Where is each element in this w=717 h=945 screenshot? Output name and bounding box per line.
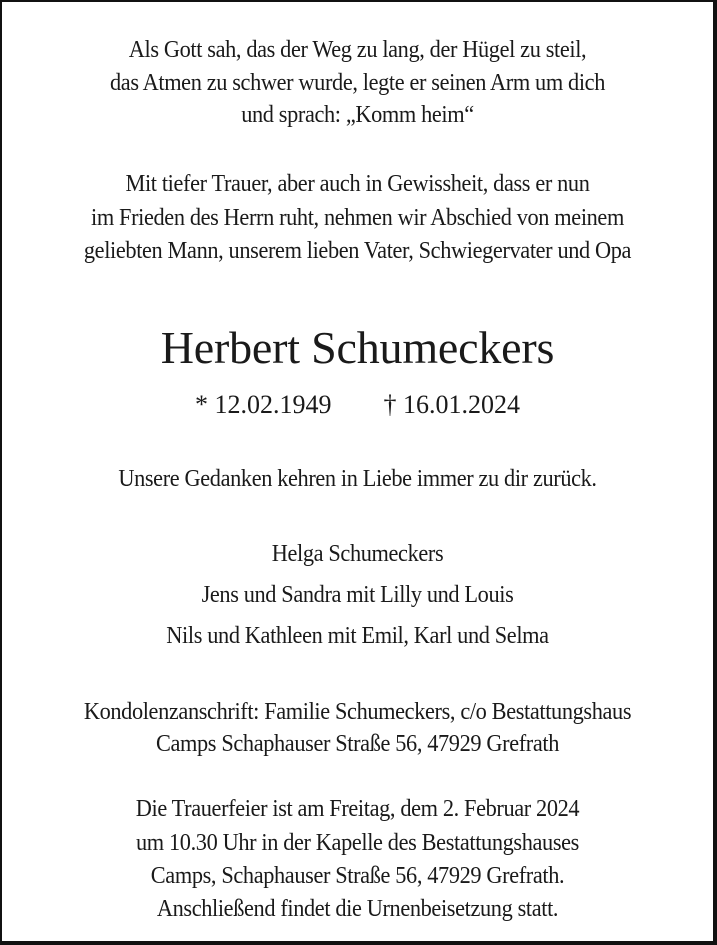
address-line: Camps Schaphauser Straße 56, 47929 Grefrath xyxy=(155,731,560,757)
address-line: Kondolenzanschrift: Familie Schumeckers, c/o Bestattungshaus xyxy=(83,699,632,725)
service-line: Die Trauerfeier ist am Freitag, dem 2. Februar 2024 xyxy=(135,796,580,822)
intro-line: im Frieden des Herrn ruht, nehmen wir Abschied von meinem xyxy=(91,205,624,231)
mourner-line: Helga Schumeckers xyxy=(271,541,444,567)
service-line: um 10.30 Uhr in der Kapelle des Bestattungshauses xyxy=(136,830,579,856)
death-date: † 16.01.2024 xyxy=(383,390,520,419)
intro-line: geliebten Mann, unserem lieben Vater, Schwiegervater und Opa xyxy=(83,238,632,264)
deceased-name: Herbert Schumeckers xyxy=(160,322,555,373)
birth-date: * 12.02.1949 xyxy=(195,390,332,419)
verse-line: und sprach: „Komm heim“ xyxy=(241,102,474,128)
intro-line: Mit tiefer Trauer, aber auch in Gewissheit, dass er nun xyxy=(125,171,590,197)
memorial-quote: Unsere Gedanken kehren in Liebe immer zu dir zurück. xyxy=(118,466,597,492)
mourner-line: Nils und Kathleen mit Emil, Karl und Selma xyxy=(166,623,549,649)
service-line: Anschließend findet die Urnenbeisetzung statt. xyxy=(156,896,559,922)
life-dates xyxy=(2,388,713,422)
service-line: Camps, Schaphauser Straße 56, 47929 Grefrath. xyxy=(150,863,565,889)
verse-line: das Atmen zu schwer wurde, legte er seinen Arm um dich xyxy=(110,70,605,96)
mourner-line: Jens und Sandra mit Lilly und Louis xyxy=(201,582,514,608)
verse-line: Als Gott sah, das der Weg zu lang, der Hügel zu steil, xyxy=(128,37,587,63)
